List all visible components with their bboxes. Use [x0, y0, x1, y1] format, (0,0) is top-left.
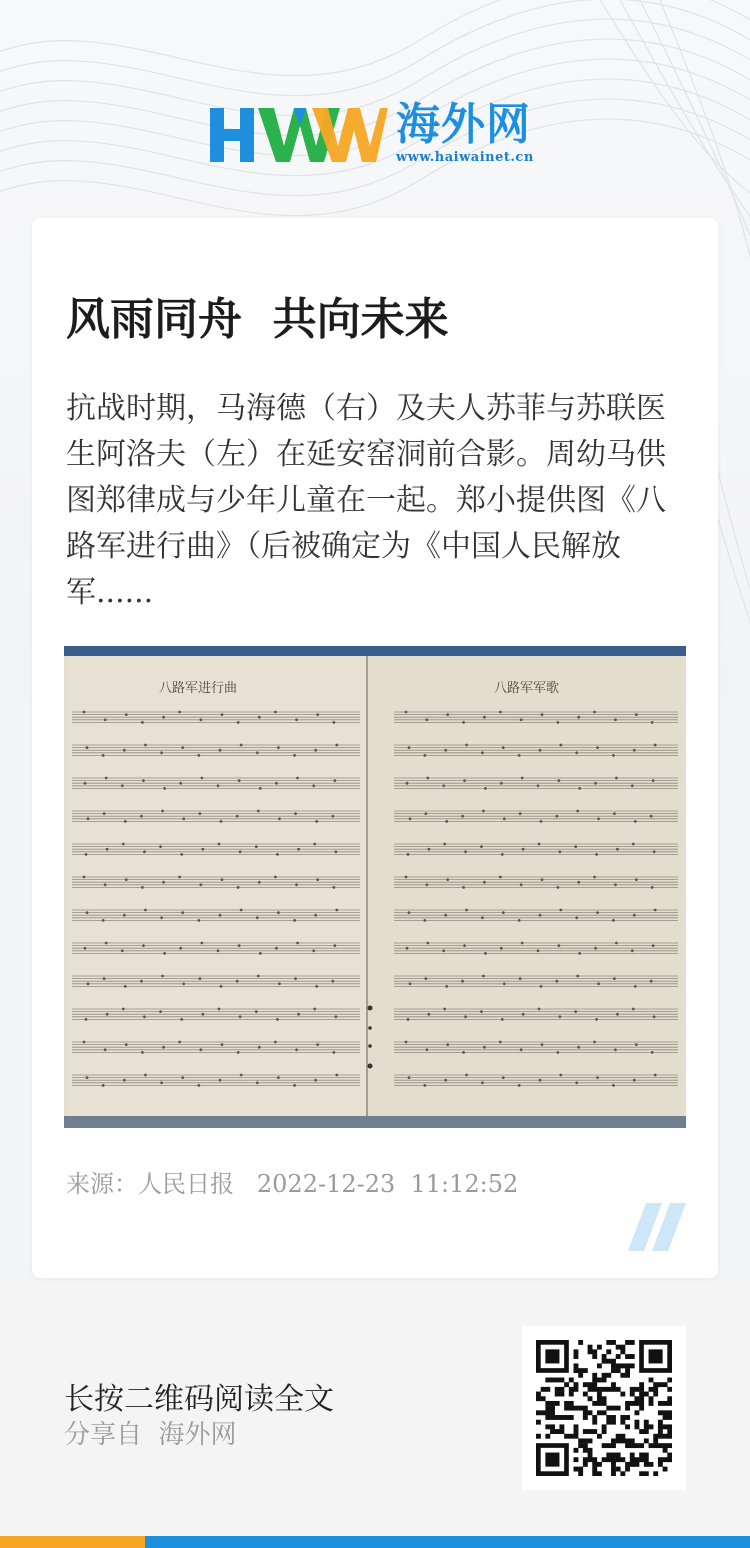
qr-code-icon	[536, 1340, 672, 1476]
logo-text	[396, 98, 534, 165]
source-line: 来源：人民日报 2022-12-23 11:12:52	[66, 1170, 519, 1198]
share-source: 分享自 海外网	[64, 1420, 237, 1450]
sheet-music-photo	[64, 646, 686, 1128]
qr-read-prompt: 长按二维码阅读全文	[64, 1382, 334, 1417]
article-title: 风雨同舟 共向未来	[66, 294, 449, 345]
logo-name: 海外网	[396, 98, 531, 150]
article-card	[32, 218, 718, 1278]
logo-url: www.haiwainet.cn	[396, 149, 534, 165]
qr-code[interactable]	[522, 1326, 686, 1490]
left-page-title: 八路军进行曲	[159, 681, 238, 696]
brand-bar-blue	[145, 1536, 750, 1548]
footer	[0, 1286, 750, 1536]
right-page-title: 八路军军歌	[494, 681, 560, 696]
haiwainet-logo[interactable]	[208, 98, 548, 168]
decorative-slashes-icon	[628, 1203, 688, 1251]
article-image[interactable]	[64, 646, 686, 1128]
article-summary: 抗战时期，马海德（右）及夫人苏菲与苏联医生阿洛夫（左）在延安窑洞前合影。周幼马供图郑律成与少年儿童在一起。郑小提供图《八路军进行曲》（后被确定为《中国人民解放军......	[66, 391, 666, 610]
brand-color-bar	[0, 1536, 750, 1548]
brand-bar-orange	[0, 1536, 145, 1548]
hww-logo-mark	[208, 100, 388, 166]
